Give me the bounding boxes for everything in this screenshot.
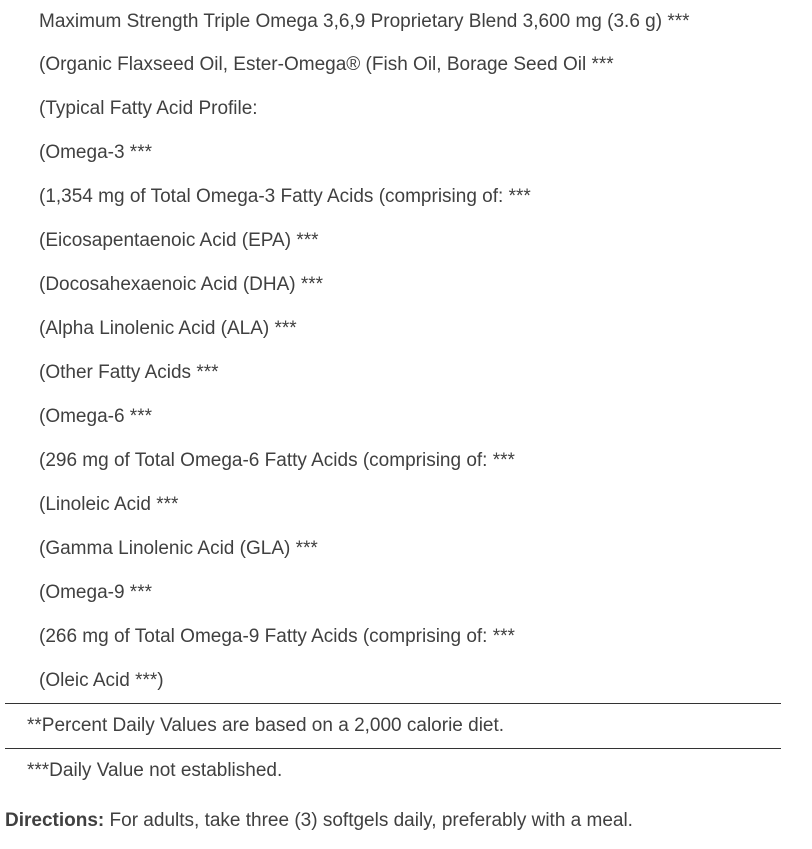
ingredient-row: (1,354 mg of Total Omega-3 Fatty Acids (comprising of: *** [39,186,531,207]
ingredient-row: (Omega-6 *** [39,406,152,427]
ingredient-row: (Typical Fatty Acid Profile: [39,98,258,119]
footnote-percent-daily-values: **Percent Daily Values are based on a 2,000 calorie diet. [27,715,505,736]
directions-text: For adults, take three (3) softgels daily, preferably with a meal. [104,810,633,831]
ingredient-row: (Omega-9 *** [39,582,152,603]
ingredient-row: Maximum Strength Triple Omega 3,6,9 Proprietary Blend 3,600 mg (3.6 g) *** [39,11,690,32]
ingredient-row: (Other Fatty Acids *** [39,362,219,383]
ingredient-row: (Eicosapentaenoic Acid (EPA) *** [39,230,319,251]
ingredient-row: (Linoleic Acid *** [39,494,179,515]
directions-section [5,806,633,836]
ingredient-row: (Docosahexaenoic Acid (DHA) *** [39,274,324,295]
ingredient-row: (296 mg of Total Omega-6 Fatty Acids (comprising of: *** [39,450,515,471]
ingredient-row: (Gamma Linolenic Acid (GLA) *** [39,538,318,559]
directions-label: Directions: [5,810,105,831]
ingredient-row: (Alpha Linolenic Acid (ALA) *** [39,318,297,339]
ingredient-row: (266 mg of Total Omega-9 Fatty Acids (comprising of: *** [39,626,515,647]
ingredient-row: (Omega-3 *** [39,142,152,163]
ingredient-row: (Oleic Acid ***) [39,670,164,691]
ingredient-row: (Organic Flaxseed Oil, Ester-Omega® (Fish Oil, Borage Seed Oil *** [39,54,614,75]
footnote-daily-value-not-established: ***Daily Value not established. [27,760,283,781]
supplement-facts-table [5,0,781,793]
